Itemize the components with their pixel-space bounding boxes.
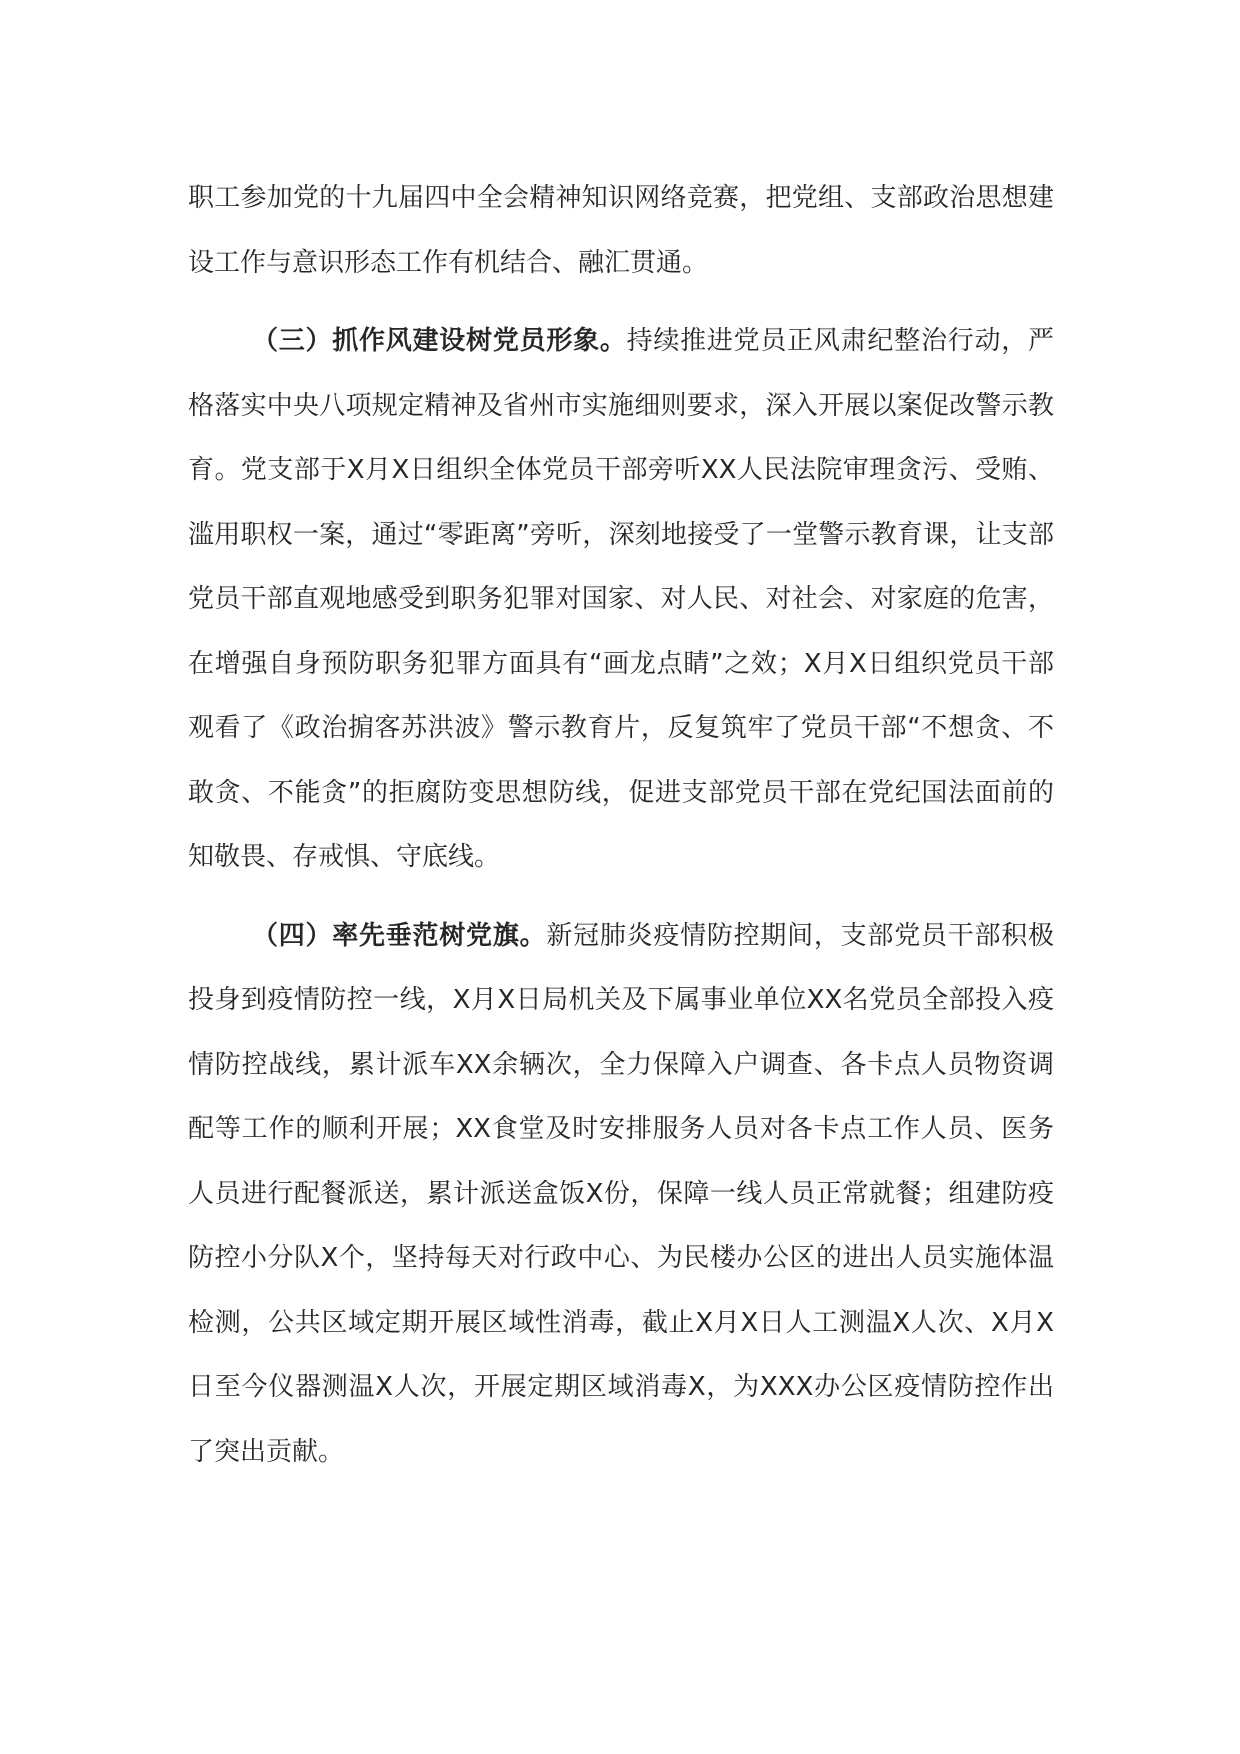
paragraph-text: 职工参加党的十九届四中全会精神知识网络竞赛，把党组、支部政治思想建设工作与意识形态工作有机结合、融汇贯通。: [188, 183, 1054, 278]
section-heading: （三）抓作风建设树党员形象。: [252, 326, 627, 356]
paragraph-text: 新冠肺炎疫情防控期间，支部党员干部积极投身到疫情防控一线，X月X日局机关及下属事业单位XX名党员全部投入疫情防控战线，累计派车XX余辆次，全力保障入户调查、各卡点人员物资调配等工作的顺利开展；XX食堂及时安排服务人员对各卡点工作人员、医务人员进行配餐派送，累计派送盒饭X份，保障一线人员正常就餐；组建防疫防控小分队X个，坚持每天对行政中心、为民楼办公区的进出人员实施体温检测，公共区域定期开展区域性消毒，截止X月X日人工测温X人次、X月X日至今仪器测温X人次，开展定期区域消毒X，为XXX办公区疫情防控作出了突出贡献。: [188, 920, 1054, 1467]
paragraph-continuation: [188, 166, 1054, 295]
paragraph-spacer: [188, 295, 1054, 309]
paragraph-section-four: [188, 904, 1054, 1485]
paragraph-text: 持续推进党员正风肃纪整治行动，严格落实中央八项规定精神及省州市实施细则要求，深入开展以案促改警示教育。党支部于X月X日组织全体党员干部旁听XX人民法院审理贪污、受贿、滥用职权一案，通过“零距离”旁听，深刻地接受了一堂警示教育课，让支部党员干部直观地感受到职务犯罪对国家、对人民、对社会、对家庭的危害，在增强自身预防职务犯罪方面具有“画龙点睛”之效；X月X日组织党员干部观看了《政治掮客苏洪波》警示教育片，反复筑牢了党员干部“不想贪、不敢贪、不能贪”的拒腐防变思想防线，促进支部党员干部在党纪国法面前的知敬畏、存戒惧、守底线。: [188, 326, 1054, 872]
section-heading: （四）率先垂范树党旗。: [252, 920, 547, 951]
paragraph-section-three: [188, 309, 1054, 890]
document-body: [188, 166, 1054, 1484]
paragraph-spacer: [188, 890, 1054, 904]
